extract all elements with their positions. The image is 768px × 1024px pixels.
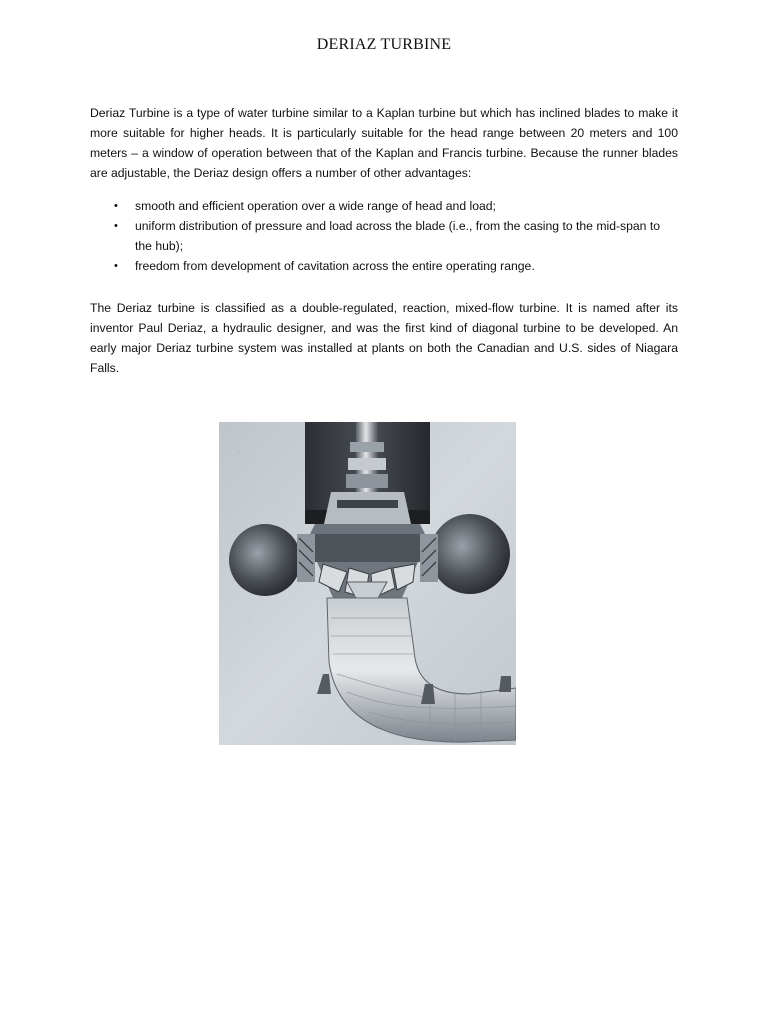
list-item-text: smooth and efficient operation over a wide range of head and load; — [135, 199, 496, 213]
list-item — [90, 196, 678, 216]
list-item — [90, 216, 678, 256]
bullet-icon: • — [114, 260, 118, 272]
advantages-list — [90, 196, 678, 276]
bullet-icon: • — [114, 200, 118, 212]
turbine-illustration — [219, 422, 516, 745]
deriaz-turbine-cutaway-icon — [219, 422, 516, 745]
classification-paragraph: The Deriaz turbine is classified as a double-regulated, reaction, mixed-flow turbine. It is named after its inventor Paul Deriaz, a hydraulic designer, and was the first kind of diagonal turbine to be developed. An early major Deriaz turbine system was installed at plants on both the Canadian and U.S. sides of Niagara Falls. — [90, 301, 678, 375]
list-item-text: freedom from development of cavitation across the entire operating range. — [135, 259, 535, 273]
list-item-text: uniform distribution of pressure and load across the blade (i.e., from the casing to the mid-span to the hub); — [135, 219, 661, 253]
list-item — [90, 256, 678, 276]
bullet-icon: • — [114, 220, 118, 232]
intro-paragraph: Deriaz Turbine is a type of water turbine similar to a Kaplan turbine but which has inclined blades to make it more suitable for higher heads. It is particularly suitable for the head range between 20 meters and 100 meters – a window of operation between that of the Kaplan and Francis turbine. Because the runner blades are adjustable, the Deriaz design offers a number of other advantages: — [90, 106, 678, 180]
page-title: DERIAZ TURBINE — [316, 36, 452, 53]
